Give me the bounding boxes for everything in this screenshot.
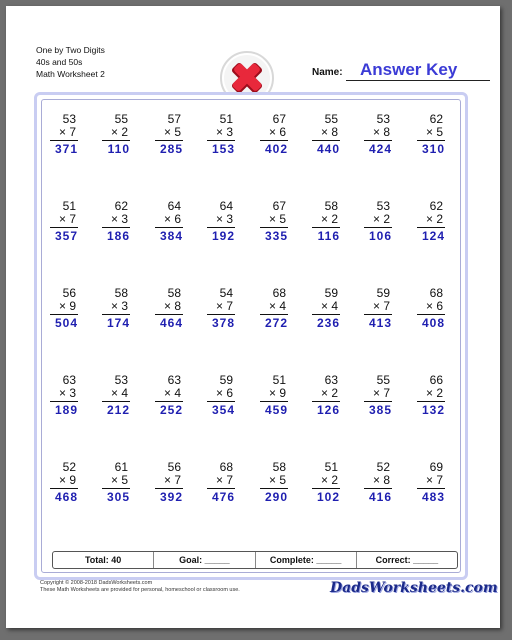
problem-multiplicand: 58 [167,286,181,300]
answer-key-label: Answer Key [360,60,458,79]
problem [96,460,136,504]
problem-answer: 371 [54,142,78,156]
problem-answer: 402 [264,142,288,156]
problem-rule [50,401,78,402]
problem-multiplier: × 7 [372,299,390,313]
problem-multiplicand: 69 [429,460,443,474]
problem-multiplicand: 64 [219,199,233,213]
problem-multiplicand: 63 [324,373,338,387]
problem-multiplier: × 9 [268,386,286,400]
problem [149,112,189,156]
problem-answer: 385 [368,403,392,417]
problem-multiplier: × 3 [110,212,128,226]
problem-multiplier: × 5 [268,212,286,226]
problem-rule [417,227,445,228]
problem [358,286,398,330]
title-line-3: Math Worksheet 2 [36,69,105,79]
problem-multiplicand: 51 [272,373,286,387]
problem-rule [102,401,130,402]
problem [411,460,451,504]
copyright [40,580,240,594]
correct-cell: Correct: _____ [375,555,439,565]
problem-rule [312,140,340,141]
problem-multiplier: × 7 [58,212,76,226]
problem-multiplicand: 58 [324,199,338,213]
problem [201,286,241,330]
problem-multiplier: × 3 [58,386,76,400]
title-line-2: 40s and 50s [36,57,83,67]
problem [96,373,136,417]
problem-rule [260,401,288,402]
name-label: Name: [312,67,343,78]
problem-multiplier: × 4 [163,386,181,400]
problem-row [44,286,462,330]
problem-answer: 440 [316,142,340,156]
problem-rule [260,314,288,315]
problem-multiplicand: 59 [324,286,338,300]
problem-answer: 212 [106,403,130,417]
problem-multiplier: × 4 [110,386,128,400]
problem [201,373,241,417]
problem-multiplicand: 53 [376,112,390,126]
problem-multiplicand: 53 [376,199,390,213]
problem-multiplier: × 2 [320,473,338,487]
problem-multiplicand: 62 [114,199,128,213]
problem-multiplicand: 68 [429,286,443,300]
problem-rule [102,488,130,489]
problem-answer: 357 [54,229,78,243]
problem-rule [207,488,235,489]
problem-multiplicand: 67 [272,112,286,126]
problem-multiplier: × 5 [268,473,286,487]
problem-multiplicand: 61 [114,460,128,474]
title-line-1: One by Two Digits [36,45,105,55]
problem-answer: 378 [211,316,235,330]
problem-rule [207,314,235,315]
problem-multiplicand: 55 [114,112,128,126]
worksheet-title [36,44,105,80]
problem-rule [50,488,78,489]
problem-rule [364,140,392,141]
problem [306,373,346,417]
problem-rule [364,227,392,228]
problem-rule [102,314,130,315]
problem-rule [260,227,288,228]
problem-answer: 392 [159,490,183,504]
problem [254,460,294,504]
problem [201,112,241,156]
problem-answer: 126 [316,403,340,417]
problem-rule [417,488,445,489]
problem-answer: 335 [264,229,288,243]
problem-answer: 305 [106,490,130,504]
problem-multiplier: × 8 [163,299,181,313]
problem [411,199,451,243]
problem-multiplicand: 59 [376,286,390,300]
problem-multiplier: × 2 [110,125,128,139]
problem-row [44,199,462,243]
problem-rule [417,140,445,141]
problem-answer: 290 [264,490,288,504]
problem-answer: 504 [54,316,78,330]
problems-grid [44,112,462,502]
problem-multiplier: × 7 [215,299,233,313]
problem-multiplier: × 7 [163,473,181,487]
problem-multiplier: × 4 [320,299,338,313]
problem-multiplier: × 6 [268,125,286,139]
problem-multiplicand: 62 [429,199,443,213]
problem-answer: 464 [159,316,183,330]
problem-rule [155,488,183,489]
problem [358,460,398,504]
problem-multiplier: × 8 [372,473,390,487]
problem-rule [364,314,392,315]
problem-multiplier: × 2 [425,386,443,400]
problem-multiplicand: 51 [219,112,233,126]
problem [306,460,346,504]
complete-cell: Complete: _____ [256,552,357,568]
problem-rule [155,314,183,315]
problem-row [44,460,462,504]
problem-answer: 354 [211,403,235,417]
problem-multiplicand: 52 [376,460,390,474]
problem [358,112,398,156]
problem-rule [312,314,340,315]
problem-rule [102,140,130,141]
problem-answer: 413 [368,316,392,330]
problem-answer: 408 [421,316,445,330]
problem [254,112,294,156]
problem-rule [102,227,130,228]
problem-multiplicand: 64 [167,199,181,213]
problem-rule [207,140,235,141]
problem-answer: 132 [421,403,445,417]
problem-multiplicand: 67 [272,199,286,213]
problem [149,373,189,417]
problem-answer: 186 [106,229,130,243]
problem-multiplier: × 7 [58,125,76,139]
problem-rule [312,488,340,489]
problem [44,199,84,243]
problem-multiplicand: 58 [272,460,286,474]
problem-multiplier: × 2 [320,212,338,226]
problem-multiplicand: 56 [62,286,76,300]
problem-multiplier: × 5 [163,125,181,139]
problem-answer: 252 [159,403,183,417]
logo-text: DadsWorksheets.com [330,580,498,596]
problem [306,286,346,330]
problem [254,199,294,243]
problem-rule [207,227,235,228]
problem [44,112,84,156]
problem-rule [312,401,340,402]
problem-row [44,373,462,417]
problem-answer: 192 [211,229,235,243]
problem-answer: 153 [211,142,235,156]
problem-rule [155,227,183,228]
problem-multiplicand: 63 [167,373,181,387]
problem [254,286,294,330]
problem-multiplicand: 51 [62,199,76,213]
copyright-line-2: These Math Worksheets are provided for personal, homeschool or classroom use. [40,587,240,593]
problem-answer: 174 [106,316,130,330]
problem-answer: 424 [368,142,392,156]
problem-row [44,112,462,156]
problem-answer: 102 [316,490,340,504]
problem-multiplicand: 62 [429,112,443,126]
problem-answer: 272 [264,316,288,330]
problem-multiplicand: 63 [62,373,76,387]
problem-answer: 476 [211,490,235,504]
problem-rule [364,488,392,489]
problem-multiplier: × 7 [372,386,390,400]
problem-rule [50,314,78,315]
problem-multiplicand: 56 [167,460,181,474]
problem-answer: 310 [421,142,445,156]
problem-multiplicand: 68 [219,460,233,474]
problem-rule [155,140,183,141]
problem-multiplier: × 6 [425,299,443,313]
problem-answer: 384 [159,229,183,243]
problem-multiplier: × 9 [58,299,76,313]
problem-answer: 483 [421,490,445,504]
problem-answer: 468 [54,490,78,504]
problem-multiplicand: 52 [62,460,76,474]
problem-multiplier: × 3 [110,299,128,313]
goal-cell: Goal: _____ [154,552,255,568]
problem-multiplier: × 2 [372,212,390,226]
problem [44,373,84,417]
problem-rule [207,401,235,402]
problem-multiplicand: 59 [219,373,233,387]
site-logo [330,578,498,604]
problem [44,286,84,330]
problem-multiplier: × 8 [320,125,338,139]
problem [96,286,136,330]
problem-multiplicand: 53 [62,112,76,126]
problem [44,460,84,504]
problem-rule [155,401,183,402]
problem [149,460,189,504]
problem-multiplicand: 51 [324,460,338,474]
problem-answer: 110 [107,142,130,156]
total-cell: Total: 40 [53,552,154,568]
problem [149,286,189,330]
problem-multiplier: × 7 [425,473,443,487]
problem-multiplier: × 3 [215,212,233,226]
problem-rule [312,227,340,228]
problem-rule [364,401,392,402]
problem-answer: 116 [317,229,340,243]
problem-multiplicand: 55 [376,373,390,387]
problem [358,199,398,243]
problem [254,373,294,417]
problem-answer: 459 [264,403,288,417]
problem [306,112,346,156]
problem-multiplicand: 58 [114,286,128,300]
problem-multiplicand: 57 [167,112,181,126]
problem-multiplier: × 6 [163,212,181,226]
problem-multiplicand: 53 [114,373,128,387]
problem-answer: 416 [368,490,392,504]
problem-rule [260,488,288,489]
problem-answer: 124 [421,229,445,243]
problem-rule [417,401,445,402]
problem [358,373,398,417]
problem-multiplier: × 2 [425,212,443,226]
problem [201,460,241,504]
name-line [346,80,490,81]
problem [149,199,189,243]
name-field [312,60,490,82]
problem-multiplicand: 68 [272,286,286,300]
problem-multiplier: × 5 [425,125,443,139]
problem [96,112,136,156]
problem-answer: 106 [368,229,392,243]
problem-rule [260,140,288,141]
problem-rule [50,140,78,141]
problem-multiplier: × 4 [268,299,286,313]
problem-rule [417,314,445,315]
copyright-line-1: Copyright © 2008-2018 DadsWorksheets.com [40,580,153,586]
score-box [52,551,458,569]
problem-multiplicand: 55 [324,112,338,126]
problem-multiplier: × 8 [372,125,390,139]
problem-multiplier: × 3 [215,125,233,139]
problem-multiplicand: 66 [429,373,443,387]
problem-multiplier: × 7 [215,473,233,487]
problem-answer: 189 [54,403,78,417]
problem-multiplier: × 6 [215,386,233,400]
problem [411,373,451,417]
problem [96,199,136,243]
problem-multiplier: × 2 [320,386,338,400]
problem [411,286,451,330]
problem-multiplier: × 9 [58,473,76,487]
problem-answer: 236 [316,316,340,330]
problem [201,199,241,243]
problem [411,112,451,156]
problem [306,199,346,243]
problem-rule [50,227,78,228]
problem-multiplier: × 5 [110,473,128,487]
problem-multiplicand: 54 [219,286,233,300]
problem-answer: 285 [159,142,183,156]
